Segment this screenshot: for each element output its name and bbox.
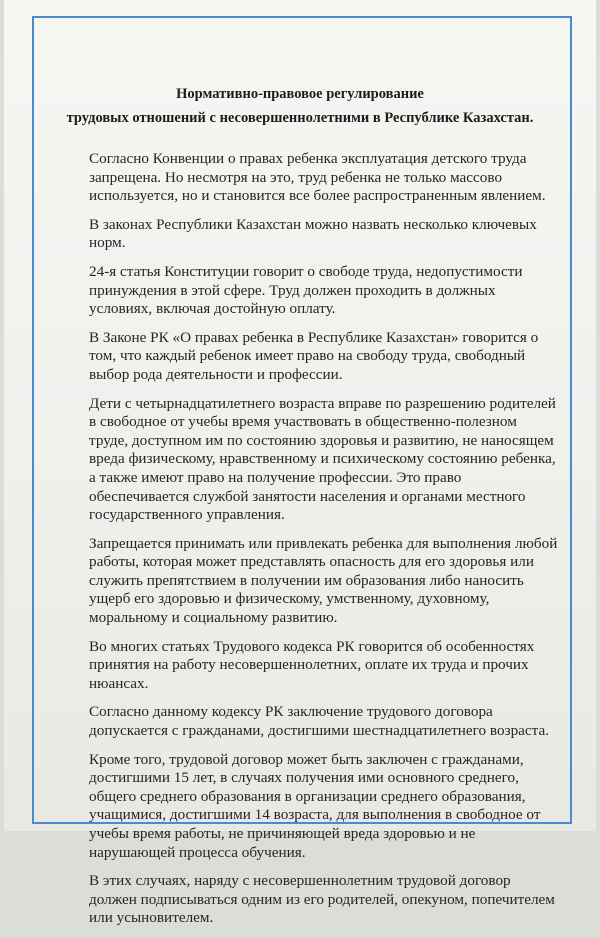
paragraph-7: Во многих статьях Трудового кодекса РК говорится об особенностях принятия на работу несовершеннолетних, оплате их труда и прочих нюансах.	[89, 637, 535, 692]
paragraph-10: В этих случаях, наряду с несовершеннолетним трудовой договор должен подписываться одним из его родителей, опекуном, попечителем или усыновителем.	[89, 872, 555, 927]
paragraph-3: 24-я статья Конституции говорит о свободе труда, недопустимости принуждения в этой сфере. Труд должен проходить в должных условиях, включая достойную оплату.	[89, 262, 523, 318]
paragraph-8: Согласно данному кодексу РК заключение трудового договора допускается с гражданами, достигшими шестнадцатилетнего возраста.	[89, 703, 550, 740]
paragraph-6: Запрещается принимать или привлекать ребенка для выполнения любой работы, которая может представлять опасность для его здоровья или служить препятствием в получении им образования либо наносить ущерб его здоровью и физическому, умственному, духовному, моральному и социальному развитию.	[89, 534, 558, 627]
paragraph-1: Согласно Конвенции о правах ребенка эксплуатация детского труда запрещена. Но несмотря на это, труд ребенка не только массово используется, но и становится все более распространенным явлением.	[89, 150, 546, 205]
paragraph-5: Дети с четырнадцатилетнего возраста вправе по разрешению родителей в свободное от учебы время участвовать в общественно-полезном труде, доступном им по состоянию здоровья и развитию, не наносящем вреда физическому, нравственному и психическому состоянию ребенка, а также имеют право на получение профессии. Это право обеспечивается службой занятости населения и органами местного государственного управления.	[89, 394, 556, 524]
document-body	[89, 150, 559, 938]
paragraph-2: В законах Республики Казахстан можно назвать несколько ключевых норм.	[89, 215, 537, 252]
document-title-line-2: трудовых отношений с несовершеннолетними в Республике Казахстан.	[66, 110, 534, 126]
paragraph-9: Кроме того, трудовой договор может быть заключен с гражданами, достигшими 15 лет, в случаях получения ими основного среднего, общего среднего образования в организации среднего образования, учащимися, достигшими 14 возраста, для выполнения в свободное от учебы время работы, не причиняющей вреда здоровью и не нарушающей процесса обучения.	[89, 750, 541, 861]
paragraph-4: В Законе РК «О правах ребенка в Республике Казахстан» говорится о том, что каждый ребенок имеет право на свободу труда, свободный выбор рода деятельности и профессии.	[89, 328, 539, 383]
document-title-line-1: Нормативно-правовое регулирование	[176, 86, 424, 102]
